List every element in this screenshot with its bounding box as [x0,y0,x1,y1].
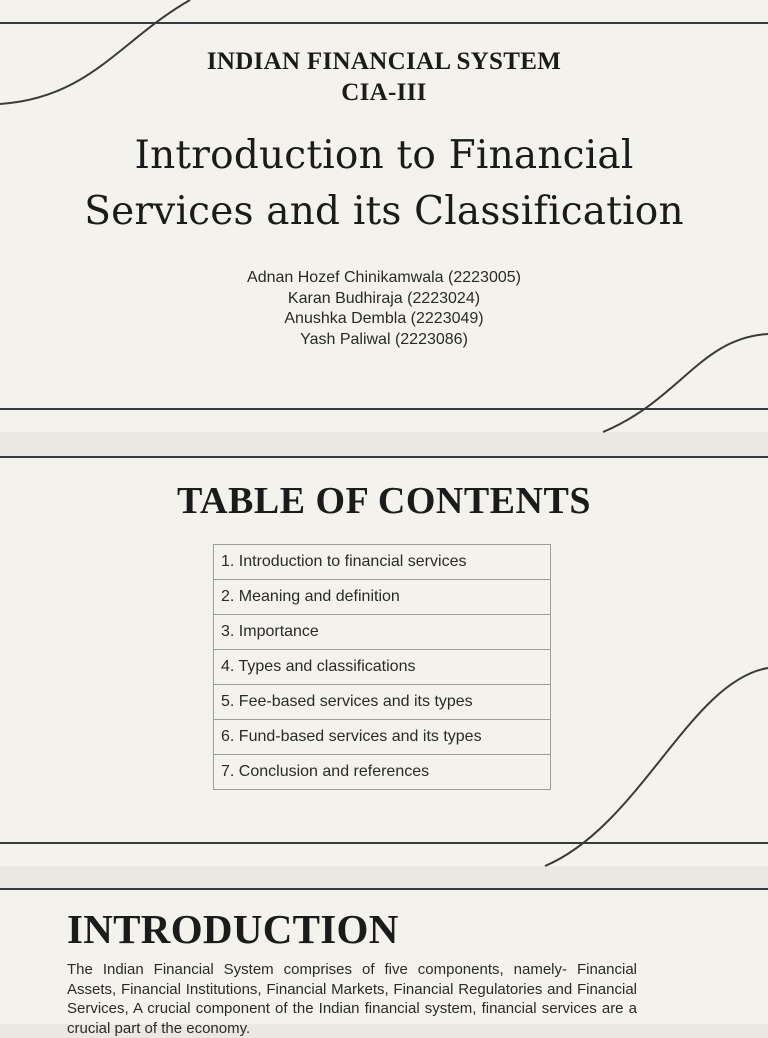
author-name: Anushka Dembla (2223049) [284,310,484,327]
table-row [214,580,551,615]
table-row [214,650,551,685]
author-name: Yash Paliwal (2223086) [300,330,468,348]
toc-item: 2. Meaning and definition [214,580,551,615]
table-row [214,755,551,790]
toc-item: 1. Introduction to financial services [214,545,551,580]
toc-item: 3. Importance [214,615,551,650]
bottom-rule [0,408,768,410]
title-line-1: Introduction to Financial [134,133,634,178]
intro-paragraph: The Indian Financial System comprises of five components, namely- Financial Assets, Financial Institutions, Financial Markets, Financial Regulatories and Financial Services, A crucial component of the Indian financial system, financial services are a crucial part of the economy. [67,961,637,1037]
bottom-rule [0,842,768,844]
table-row [214,545,551,580]
top-rule [0,888,768,890]
toc-heading: TABLE OF CONTENTS [177,480,591,522]
author-list [0,268,768,350]
toc-slide [0,456,768,866]
table-row [214,615,551,650]
cover-slide [0,0,768,432]
author-name: Adnan Hozef Chinikamwala (2223005) [247,269,521,286]
toc-item: 5. Fee-based services and its types [214,685,551,720]
intro-heading: INTRODUCTION [67,906,399,952]
top-rule [0,456,768,458]
course-name: INDIAN FINANCIAL SYSTEM [206,48,562,75]
introduction-slide [0,888,768,1037]
table-row [214,720,551,755]
author-name: Karan Budhiraja (2223024) [287,289,481,307]
course-title [0,46,768,108]
toc-item: 7. Conclusion and references [214,755,551,790]
toc-item: 4. Types and classifications [214,650,551,685]
toc-table [213,544,551,790]
toc-item: 6. Fund-based services and its types [214,720,551,755]
presentation-title [0,128,768,240]
course-code: CIA-III [341,79,427,106]
top-rule [0,22,768,24]
title-line-2: Services and its Classification [84,189,684,234]
table-row [214,685,551,720]
